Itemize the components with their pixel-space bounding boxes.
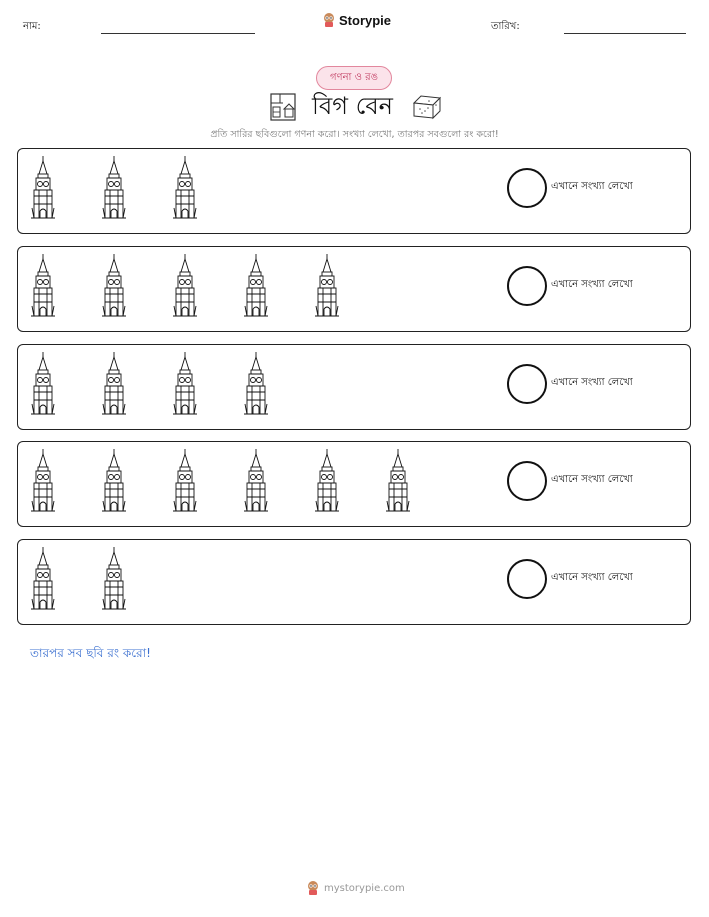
counting-row <box>17 539 691 625</box>
answer-label: এখানে সংখ্যা লেখো <box>551 474 633 486</box>
big-ben-tower-icon[interactable] <box>243 254 269 318</box>
footer-site <box>306 880 405 896</box>
big-ben-tower-icon[interactable] <box>172 156 198 220</box>
title-row <box>0 90 709 124</box>
instructions-text: প্রতি সারির ছবিগুলো গণনা করো। সংখ্যা লেখো, তারপর সবগুলো রং করো! <box>210 129 499 140</box>
counting-row <box>17 148 691 234</box>
big-ben-tower-icon[interactable] <box>30 156 56 220</box>
big-ben-tower-icon[interactable] <box>243 352 269 416</box>
storypie-mascot-icon <box>306 880 320 896</box>
big-ben-tower-icon[interactable] <box>172 352 198 416</box>
big-ben-tower-icon[interactable] <box>101 156 127 220</box>
house-plan-icon <box>270 93 296 121</box>
worksheet-header <box>0 0 709 50</box>
answer-circle[interactable] <box>507 461 547 501</box>
answer-circle[interactable] <box>507 266 547 306</box>
eraser-icon <box>411 93 443 121</box>
big-ben-tower-icon[interactable] <box>30 254 56 318</box>
category-badge: গণনা ও রঙ <box>316 66 392 90</box>
big-ben-tower-icon[interactable] <box>101 449 127 513</box>
big-ben-tower-icon[interactable] <box>30 449 56 513</box>
coloring-note: তারপর সব ছবি রং করো! <box>30 646 151 660</box>
page-title: বিগ বেন <box>312 92 394 120</box>
big-ben-tower-icon[interactable] <box>30 352 56 416</box>
name-line[interactable] <box>101 33 255 34</box>
big-ben-tower-icon[interactable] <box>314 254 340 318</box>
answer-circle[interactable] <box>507 364 547 404</box>
date-label: তারিখ: <box>491 21 520 32</box>
big-ben-tower-icon[interactable] <box>101 352 127 416</box>
counting-row <box>17 344 691 430</box>
counting-row <box>17 246 691 332</box>
big-ben-tower-icon[interactable] <box>30 547 56 611</box>
name-label: নাম: <box>23 21 41 32</box>
big-ben-tower-icon[interactable] <box>172 254 198 318</box>
big-ben-tower-icon[interactable] <box>172 449 198 513</box>
answer-label: এখানে সংখ্যা লেখো <box>551 376 633 388</box>
date-line[interactable] <box>564 33 686 34</box>
big-ben-tower-icon[interactable] <box>101 547 127 611</box>
footer-site-text: mystorypie.com <box>324 882 405 894</box>
brand-logo <box>322 12 391 28</box>
big-ben-tower-icon[interactable] <box>101 254 127 318</box>
big-ben-tower-icon[interactable] <box>314 449 340 513</box>
answer-circle[interactable] <box>507 168 547 208</box>
counting-row <box>17 441 691 527</box>
big-ben-tower-icon[interactable] <box>243 449 269 513</box>
answer-circle[interactable] <box>507 559 547 599</box>
answer-label: এখানে সংখ্যা লেখো <box>551 572 633 584</box>
answer-label: এখানে সংখ্যা লেখো <box>551 278 633 290</box>
big-ben-tower-icon[interactable] <box>385 449 411 513</box>
storypie-mascot-icon <box>322 12 336 28</box>
answer-label: এখানে সংখ্যা লেখো <box>551 181 633 192</box>
brand-name: Storypie <box>339 12 392 28</box>
